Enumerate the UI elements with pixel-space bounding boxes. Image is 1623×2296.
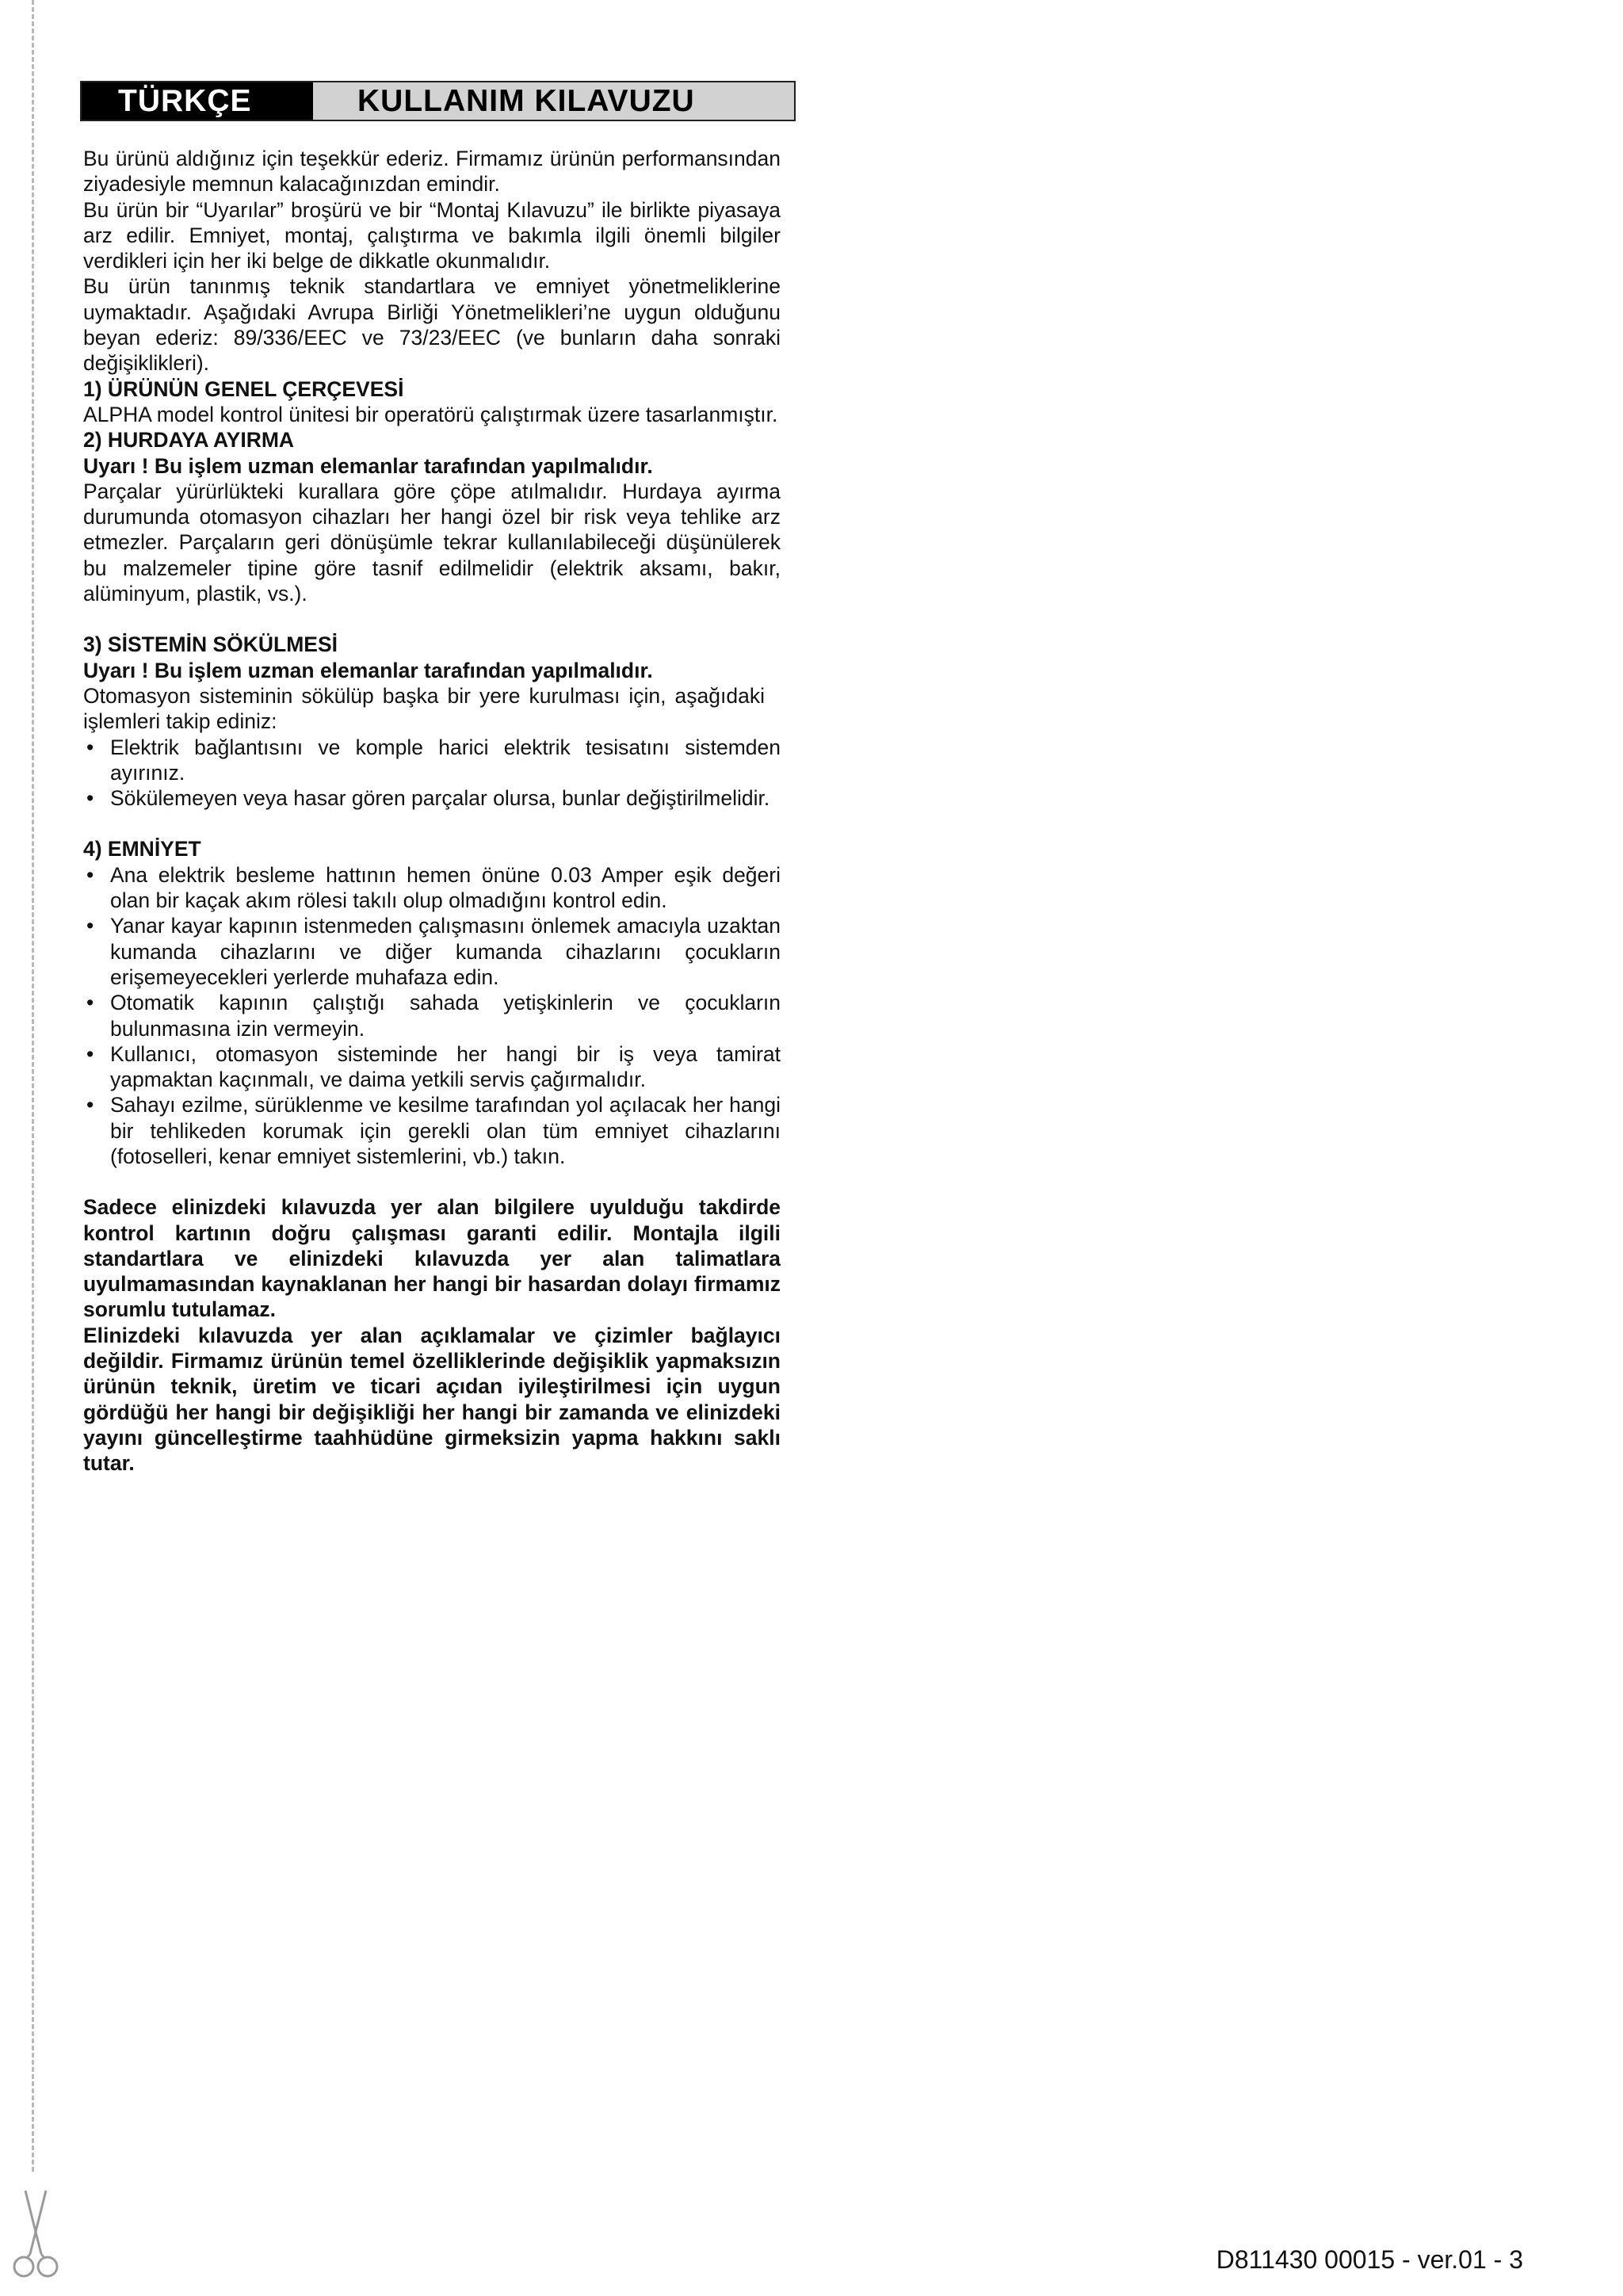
list-item: • Ana elektrik besleme hattının hemen önüne 0.03 Amper eşik değeri olan bir kaçak akım rölesi takılı olup olmadığını kontrol edin. xyxy=(83,862,781,914)
section-2-heading: 2) HURDAYA AYIRMA xyxy=(83,428,295,453)
list-item: • Otomatik kapının çalıştığı sahada yetişkinlerin ve çocukların bulunmasına izin vermeyin. xyxy=(83,990,781,1041)
cut-line xyxy=(32,0,34,2172)
section-3-heading: 3) SİSTEMİN SÖKÜLMESİ xyxy=(83,632,338,657)
list-item: • Kullanıcı, otomasyon sisteminde her hangi bir iş veya tamirat yapmaktan kaçınmalı, ve daima yetkili servis çağırmalıdır. xyxy=(83,1041,781,1093)
list-item: • Elektrik bağlantısını ve komple harici elektrik tesisatını sistemden ayırınız. xyxy=(83,735,781,786)
intro-paragraph-2: Bu ürün bir “Uyarılar” broşürü ve bir “Montaj Kılavuzu” ile birlikte piyasaya arz edilir. Emniyet, montaj, çalıştırma ve bakımla ilgili önemli bilgiler verdikleri için her iki belge de dikkatle okunmalıdır. xyxy=(83,197,781,273)
list-item: • Sökülemeyen veya hasar gören parçalar olursa, bunlar değiştirilmelidir. xyxy=(83,785,781,811)
list-item: • Yanar kayar kapının istenmeden çalışmasını önlemek amacıyla uzaktan kumanda cihazlarını ve diğer kumanda cihazlarını çocukların erişemeyecekleri yerlerde muhafaza edin. xyxy=(83,913,781,990)
disclaimer xyxy=(83,1194,781,1476)
intro-paragraph-3: Bu ürün tanınmış teknik standartlara ve emniyet yönetmeliklerine uymaktadır. Aşağıdaki Avrupa Birliği Yönetmelikleri’ne uygun olduğunu beyan ederiz: 89/336/EEC ve 73/23/EEC (ve bunların daha sonraki değişiklikleri). xyxy=(83,274,781,376)
section-1-heading: 1) ÜRÜNÜN GENEL ÇERÇEVESİ xyxy=(83,376,404,401)
scissors-icon xyxy=(8,2187,63,2283)
document-code: D811430 00015 - ver.01 - 3 xyxy=(1216,2245,1523,2274)
list-item: • Sahayı ezilme, sürüklenme ve kesilme tarafından yol açılacak her hangi bir tehlikeden korumak için gerekli olan tüm emniyet cihazlarını (fotoselleri, kenar emniyet sistemlerini, vb.) takın. xyxy=(83,1092,781,1169)
manual-body xyxy=(83,146,781,1477)
section-3-warning: Uyarı ! Bu işlem uzman elemanlar tarafından yapılmalıdır. xyxy=(83,658,653,682)
disclaimer-paragraph-2: Elinizdeki kılavuzda yer alan açıklamalar ve çizimler bağlayıcı değildir. Firmamız ürünün temel özelliklerinde değişiklik yapmaksızın ürünün teknik, üretim ve ticari açıdan iyileştirilmesi için uygun gördüğü her hangi bir değişikliği her hangi bir zamanda ve elinizdeki yayını güncelleştirme taahhüdüne girmeksizin yapma hakkını saklı tutar. xyxy=(83,1323,781,1476)
section-2-warning: Uyarı ! Bu işlem uzman elemanlar tarafından yapılmalıdır. xyxy=(83,453,653,478)
section-4-heading: 4) EMNİYET xyxy=(83,837,201,861)
manual-title: KULLANIM KILAVUZU xyxy=(313,82,794,120)
intro-paragraph-1: Bu ürünü aldığınız için teşekkür ederiz. Firmamız ürünün performansından ziyadesiyle memnun kalacağınızdan emindir. xyxy=(83,147,781,197)
section-1-text: ALPHA model kontrol ünitesi bir operatörü çalıştırmak üzere tasarlanmıştır. xyxy=(83,402,778,426)
section-2-text: Parçalar yürürlükteki kurallara göre çöpe atılmalıdır. Hurdaya ayırma durumunda otomasyon cihazları her hangi özel bir risk veya tehlike arz etmezler. Parçaların geri dönüşümle tekrar kullanılabileceği düşünülerek bu malzemeler tipine göre tasnif edilmelidir (elektrik aksamı, bakır, alüminyum, plastik, vs.). xyxy=(83,479,781,606)
section-3-list xyxy=(83,735,781,812)
section-4-list xyxy=(83,862,781,1170)
manual-header xyxy=(80,81,796,121)
section-3-text: Otomasyon sisteminin sökülüp başka bir yere kurulması için, aşağıdaki işlemleri takip ediniz: xyxy=(83,683,765,734)
disclaimer-paragraph-1: Sadece elinizdeki kılavuzda yer alan bilgilere uyulduğu takdirde kontrol kartının doğru çalışması garanti edilir. Montajla ilgili standartlara ve elinizdeki kılavuzda yer alan talimatlara uyulmamasından kaynaklanan her hangi bir hasardan dolayı firmamız sorumlu tutulamaz. xyxy=(83,1195,781,1322)
language-label: TÜRKÇE xyxy=(82,82,313,120)
